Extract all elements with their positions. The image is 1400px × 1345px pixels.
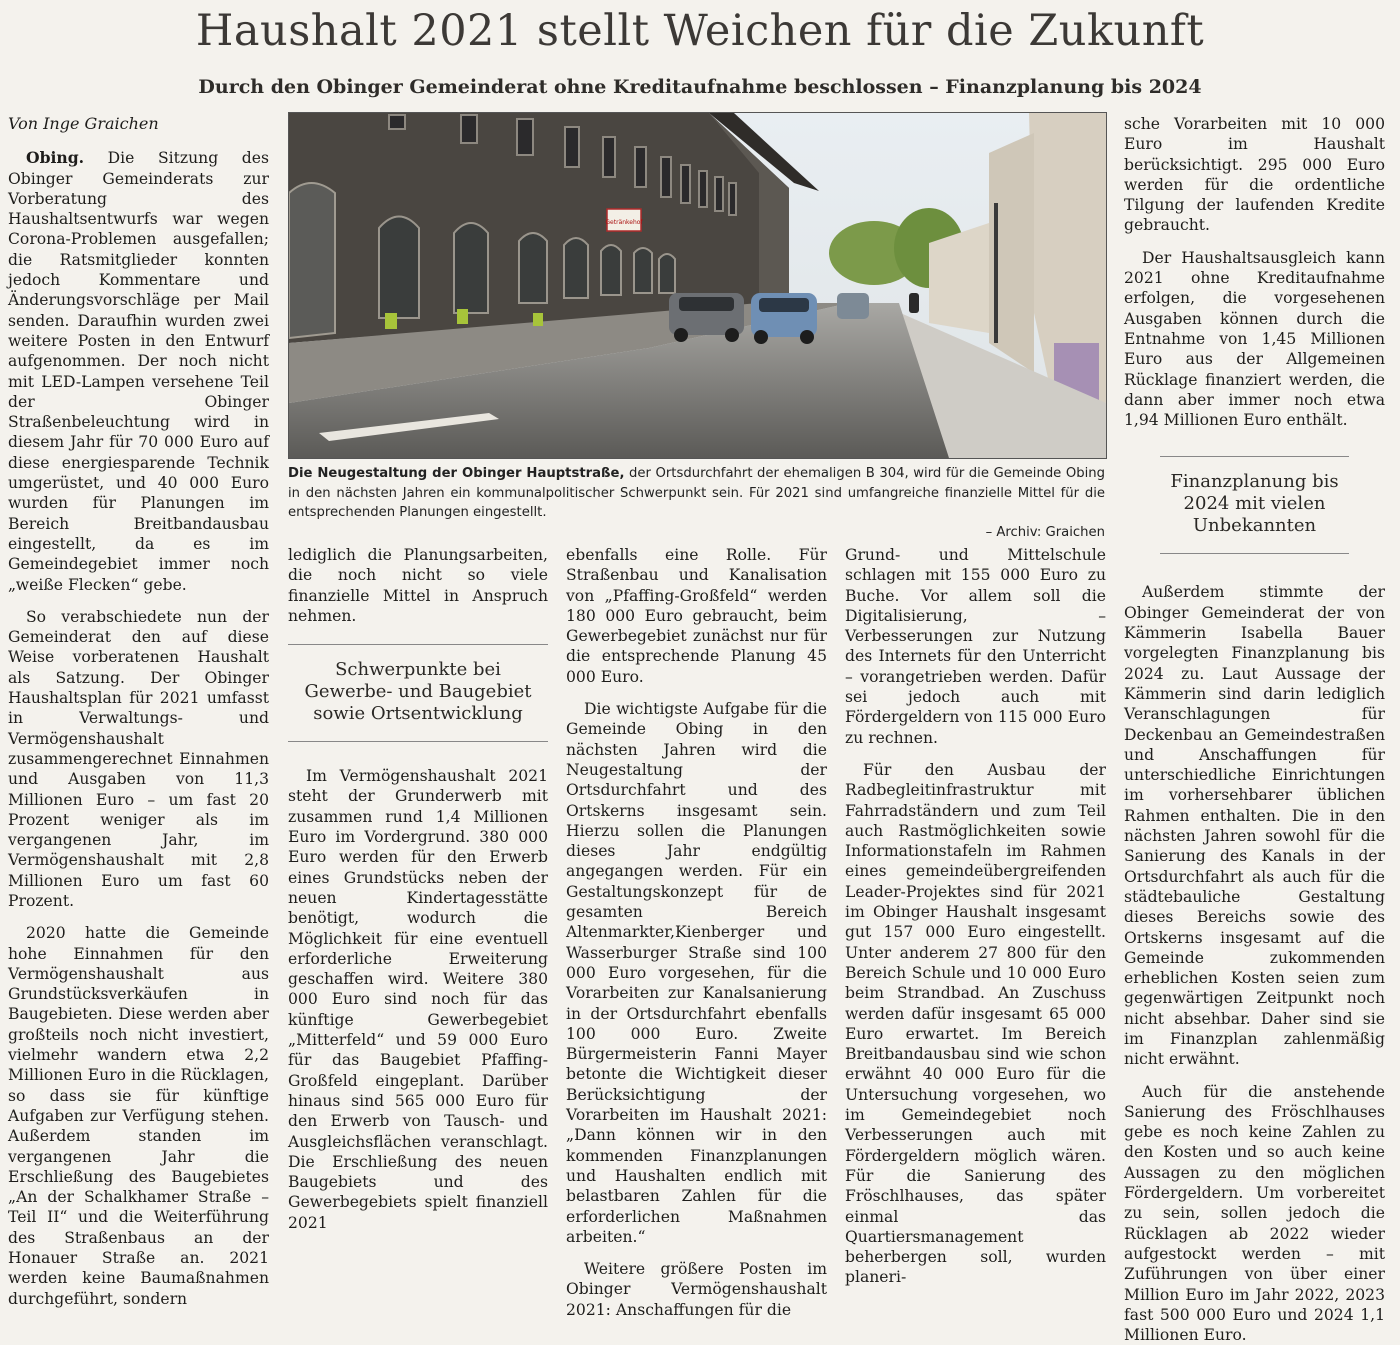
byline: Von Inge Graichen bbox=[8, 114, 159, 133]
paragraph: 2020 hatte die Gemeinde hohe Einnahmen für den Vermögenshaushalt aus Grundstücksverkäufen in Baugebieten. Diese werden aber großteils noch nicht investiert, vielmehr wandern etwa 2,2 Millionen Euro in die Rücklagen, so dass sie für künftige Aufgaben zur Verfügung stehen. Außerdem standen im vergangenen Jahr die Erschließung des Baugebietes „An der Schalkhamer Straße – Teil II“ und die Weiterführung des Straßenbaus an der Honauer Straße an. 2021 werden keine Baumaßnahmen durchgeführt, sondern bbox=[8, 924, 269, 1308]
section-subhead: Finanzplanung bis 2024 mit vielen Unbekannten bbox=[1160, 456, 1349, 554]
shop-sign: Getränkehof bbox=[605, 219, 643, 226]
dateline: Obing. bbox=[26, 148, 85, 168]
column-2 bbox=[288, 545, 548, 1233]
paragraph: ebenfalls eine Rolle. Für Straßenbau und Kanalisation von „Pfaffing-Großfeld“ werden 180 000 Euro gebraucht, beim Gewerbegebiet zunächst nur für die entsprechende Planung 45 000 Euro. bbox=[566, 546, 827, 686]
headline: Haushalt 2021 stellt Weichen für die Zukunft bbox=[195, 6, 1205, 56]
paragraph: So verabschiedete nun der Gemeinderat den auf diese Weise vorberatenen Haushalt als Satzung. Der Obinger Haushaltsplan für 2021 umfasst in Verwaltungs- und Vermögenshaushalt zusammengerechnet Einnahmen und Ausgaben von 11,3 Millionen Euro – um fast 20 Prozent weniger als im vergangenen Jahr, im Vermögenshaushalt mit 2,8 Millionen Euro um fast 60 Prozent. bbox=[8, 607, 269, 910]
paragraph: Weitere größere Posten im Obinger Vermögenshaushalt 2021: Anschaffungen für die bbox=[566, 1260, 827, 1319]
paragraph: lediglich die Planungsarbeiten, die noch nicht so viele finanzielle Mittel in Anspruch nehmen. bbox=[288, 546, 548, 625]
paragraph: Für den Ausbau der Radbegleitinfrastruktur mit Fahrradständern und zum Teil auch Rastmöglichkeiten sowie Informationstafeln im Rahmen eines gemeindeübergreifenden Leader-Projektes sind für 2021 im Obinger Haushalt insgesamt gut 157 000 Euro eingestellt. Unter anderem 27 800 für den Bereich Schule und 10 000 Euro beim Strandbad. An Zuschuss werden dafür insgesamt 65 000 Euro erwartet. Im Bereich Breitbandausbau sind wie schon erwähnt 40 000 Euro für die Untersuchung vorgesehen, wo im Gemeindegebiet noch Verbesserungen auch mit Fördergeldern möglich wären. Für die Sanierung des Fröschlhauses, das später einmal das Quartiersmanagement beherbergen soll, wurden planeri- bbox=[845, 760, 1106, 1287]
paragraph: Die wichtigste Aufgabe für die Gemeinde Obing in den nächsten Jahren wird die Neugestaltung der Ortsdurchfahrt und des Ortskerns insgesamt sein. Hierzu sollen die Planungen dieses Jahr endgültig angegangen werden. Für ein Gestaltungskonzept für de gesamten Bereich Altenmarkter,Kienberger und Wasserburger Straße sind 100 000 Euro vorgesehen, für die Vorarbeiten zur Kanalsanierung in der Ortsdurchfahrt ebenfalls 100 000 Euro. Zweite Bürgermeisterin Fanni Mayer betonte die Wichtigkeit dieser Berücksichtigung der Vorarbeiten im Haushalt 2021: „Dann können wir in den kommenden Finanzplanungen und Haushalten endlich mit belastbaren Zahlen für die erforderlichen Maßnahmen arbeiten.“ bbox=[566, 700, 827, 1246]
column-1 bbox=[8, 114, 269, 1309]
column-4 bbox=[845, 545, 1106, 1288]
paragraph: Außerdem stimmte der Obinger Gemeinderat der von Kämmerin Isabella Bauer vorgelegten Finanzplanung bis 2024 zu. Laut Aussage der Kämmerin sind darin lediglich Veranschlagungen für Deckenbau an Gemeindestraßen und Anschaffungen für unterschiedliche Einrichtungen im vorhersehbarer üblichen Rahmen enthalten. Die in den nächsten Jahren sowohl für die Sanierung des Kanals in der Ortsdurchfahrt als auch für die städtebauliche Gestaltung dieses Bereichs sowie des Ortskerns insgesamt auf die Gemeinde zukommenden erheblichen Kosten seien zum gegenwärtigen Zeitpunkt noch nicht absehbar. Daher sind sie im Finanzplan zahlenmäßig nicht erwähnt. bbox=[1124, 583, 1385, 1069]
paragraph: Obing. Die Sitzung des Obinger Gemeinderats zur Vorberatung des Haushaltsentwurfs war wegen Corona-Problemen ausgefallen; die Ratsmitglieder konnten jedoch Kommentare und Änderungsvorschläge per Mail senden. Daraufhin wurden zwei weitere Posten in den Entwurf aufgenommen. Der noch nicht mit LED-Lampen versehene Teil der Obinger Straßenbeleuchtung wird in diesem Jahr für 70 000 Euro auf diese energiesparende Technik umgerüstet, und 40 000 Euro wurden für Planungen im Bereich Breitbandausbau eingestellt, da es im Gemeindegebiet immer noch „weiße Flecken“ gebe. bbox=[8, 148, 269, 594]
street-photo bbox=[288, 112, 1107, 459]
column-5 bbox=[1124, 114, 1385, 1345]
paragraph: Der Haushaltsausgleich kann 2021 ohne Kreditaufnahme erfolgen, die vorgesehenen Ausgaben können durch die Entnahme von 1,45 Millionen Euro aus der Allgemeinen Rücklage finanziert werden, die dann aber immer noch etwa 1,94 Millionen Euro enthält. bbox=[1124, 248, 1385, 430]
section-subhead: Schwerpunkte bei Gewerbe- und Baugebiet sowie Ortsentwicklung bbox=[288, 644, 548, 742]
caption-lead: Die Neugestaltung der Obinger Hauptstraße, bbox=[288, 466, 625, 481]
photo-credit: – Archiv: Graichen bbox=[985, 524, 1105, 540]
caption-text: der Ortsdurchfahrt der ehemaligen B 304, wird für die Gemeinde Obing in den nächsten Jahren ein kommunalpolitischer Schwerpunkt sein. Für 2021 sind umfangreiche finanzielle Mittel für die entsprechenden Planungen eingestellt. bbox=[288, 466, 1105, 520]
subheadline: Durch den Obinger Gemeinderat ohne Kreditaufnahme beschlossen – Finanzplanung bis 2024 bbox=[198, 76, 1202, 98]
paragraph: Im Vermögenshaushalt 2021 steht der Grunderwerb mit zusammen rund 1,4 Millionen Euro im Vordergrund. 380 000 Euro werden für den Erwerb eines Grundstücks neben der neuen Kindertagesstätte benötigt, wodurch die Möglichkeit für eine eventuell erforderliche Erweiterung geschaffen wird. Weitere 380 000 Euro sind noch für das künftige Gewerbegebiet „Mitterfeld“ und 59 000 Euro für das Baugebiet Pfaffing-Großfeld eingeplant. Darüber hinaus sind 565 000 Euro für den Erwerb von Tausch- und Ausgleichsflächen veranschlagt. Die Erschließung des neuen Baugebiets und des Gewerbegebiets spielt finanziell 2021 bbox=[288, 767, 548, 1232]
photo-caption bbox=[288, 464, 1105, 542]
paragraph: sche Vorarbeiten mit 10 000 Euro im Haushalt berücksichtigt. 295 000 Euro werden für die ordentliche Tilgung der laufenden Kredite gebraucht. bbox=[1124, 115, 1385, 235]
paragraph: Grund- und Mittelschule schlagen mit 155 000 Euro zu Buche. Vor allem soll die Digitalisierung, – Verbesserungen zur Nutzung des Internets für den Unterricht – vorangetrieben werden. Dafür sei jedoch auch mit Fördergeldern von 115 000 Euro zu rechnen. bbox=[845, 546, 1106, 747]
column-3 bbox=[566, 545, 827, 1320]
paragraph: Auch für die anstehende Sanierung des Fröschlhauses gebe es noch keine Zahlen zu den Kosten und so auch keine Aussagen zu den möglichen Fördergeldern. Um vorbereitet zu sein, sollen jedoch die Rücklagen ab 2022 wieder aufgestockt werden – mit Zuführungen von über einer Million Euro im Jahr 2022, 2023 fast 500 000 Euro und 2024 1,1 Millionen Euro. bbox=[1124, 1082, 1385, 1345]
